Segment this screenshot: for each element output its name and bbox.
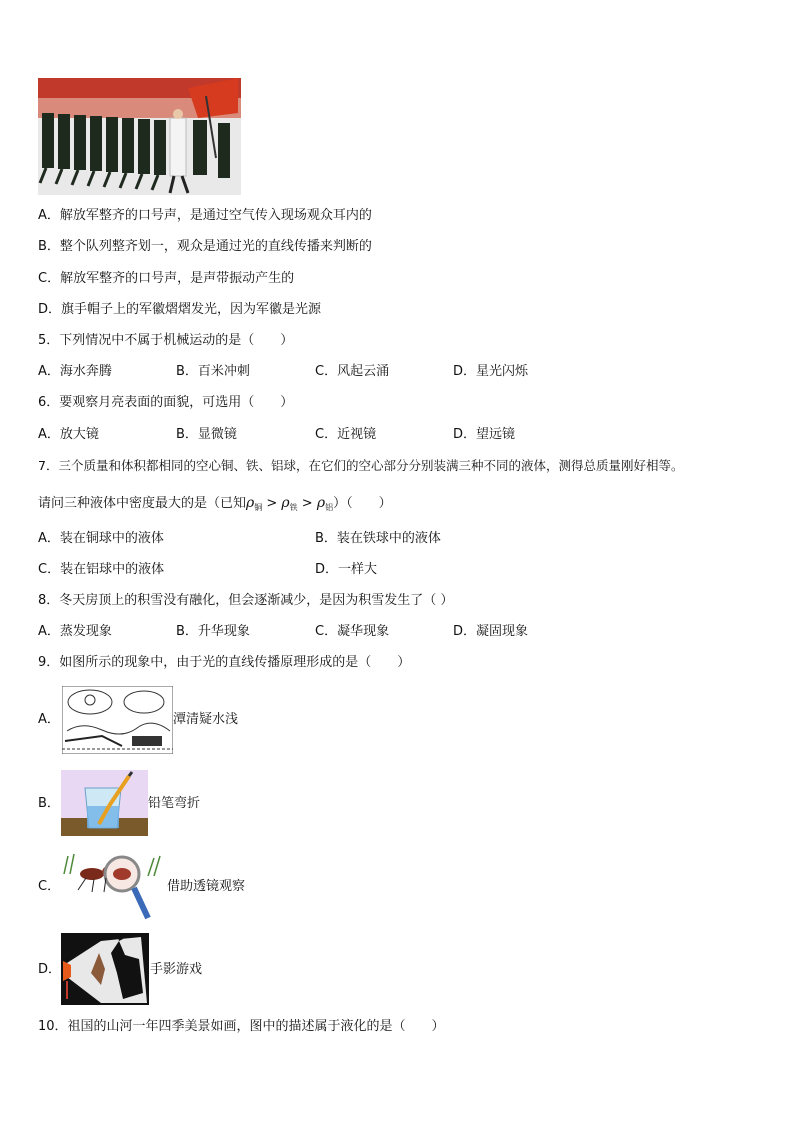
- q8-option-b: B．升华现象: [176, 624, 250, 639]
- q6-option-c: C．近视镜: [315, 427, 377, 442]
- q5-option-b: B．百米冲刺: [176, 364, 250, 379]
- pencil-in-glass-illustration: [61, 770, 148, 836]
- q5-option-d: D．星光闪烁: [453, 364, 529, 379]
- q9-option-c-letter: C．: [38, 879, 61, 894]
- q9-option-b-caption: 铅笔弯折: [148, 796, 201, 811]
- q9-option-b-letter: B．: [38, 796, 60, 811]
- q5-stem: 5．下列情况中不属于机械运动的是（ ）: [38, 333, 294, 348]
- q4-option-a: A．解放军整齐的口号声，是通过空气传入现场观众耳内的: [38, 208, 372, 223]
- q7-stem: 7．三个质量和体积都相同的空心铜、铁、铝球，在它们的空心部分分别装满三种不同的液体，测得总质量刚好相等。: [38, 458, 684, 473]
- q10-stem: 10．祖国的山河一年四季美景如画，图中的描述属于液化的是（ ）: [38, 1019, 445, 1034]
- q9-option-c-caption: 借助透镜观察: [167, 879, 246, 894]
- q7-option-a: A．装在铜球中的液体: [38, 531, 164, 546]
- q9-option-a-caption: 潭清疑水浅: [173, 712, 239, 727]
- q5-option-c: C．风起云涌: [315, 364, 390, 379]
- q6-option-a: A．放大镜: [38, 427, 99, 442]
- q6-stem: 6．要观察月亮表面的面貌，可选用（ ）: [38, 395, 294, 410]
- q8-option-a: A．蒸发现象: [38, 624, 112, 639]
- q4-option-c: C．解放军整齐的口号声，是声带振动产生的: [38, 271, 295, 286]
- q5-option-a: A．海水奔腾: [38, 364, 112, 379]
- q9-stem: 9．如图所示的现象中，由于光的直线传播原理形成的是（ ）: [38, 655, 411, 670]
- q8-option-d: D．凝固现象: [453, 624, 529, 639]
- q4-option-d: D．旗手帽子上的军徽熠熠发光，因为军徽是光源: [38, 302, 322, 317]
- q9-option-a-letter: A．: [38, 712, 60, 727]
- q4-option-b: B．整个队列整齐划一，观众是通过光的直线传播来判断的: [38, 239, 372, 254]
- magnifier-insect-illustration: [62, 850, 162, 924]
- q6-option-d: D．望远镜: [453, 427, 516, 442]
- clear-pool-illustration: [62, 686, 173, 754]
- q8-option-c: C．凝华现象: [315, 624, 390, 639]
- q7-stem-continued: 请问三种液体中密度最大的是（已知$\rho_铜 > \rho_铁 > \rho_铝$）（ ）: [38, 495, 392, 512]
- q6-option-b: B．显微镜: [176, 427, 237, 442]
- q8-stem: 8．冬天房顶上的积雪没有融化，但会逐渐减少，是因为积雪发生了（ ）: [38, 593, 454, 608]
- q7-option-b: B．装在铁球中的液体: [315, 531, 441, 546]
- q7-option-d: D．一样大: [315, 562, 378, 577]
- parade-photo: [38, 78, 241, 195]
- q7-option-c: C．装在铝球中的液体: [38, 562, 165, 577]
- q9-option-d-caption: 手影游戏: [150, 962, 203, 977]
- q9-option-d-letter: D．: [38, 962, 62, 977]
- hand-shadow-illustration: [61, 933, 149, 1005]
